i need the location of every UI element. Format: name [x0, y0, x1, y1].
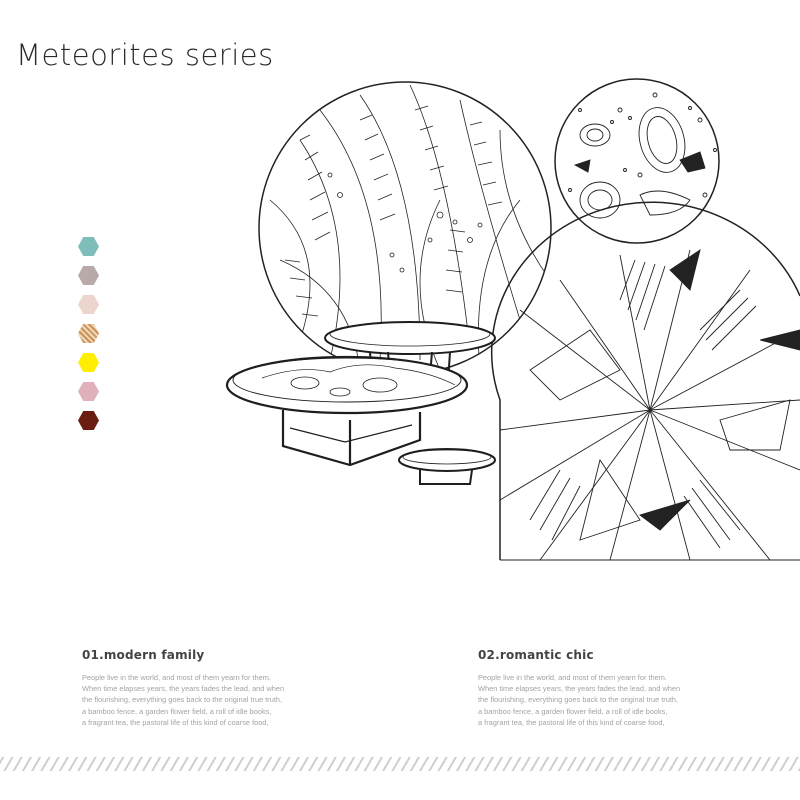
caption-heading: 01.modern family: [82, 648, 205, 662]
caption-line: a fragrant tea, the pastoral life of this kind of coarse food,: [478, 717, 665, 727]
caption-line: the flourishing, everything goes back to the original true truth,: [82, 695, 283, 705]
coffee-tables-sketch: [227, 322, 495, 484]
caption-line: the flourishing, everything goes back to the original true truth,: [478, 695, 679, 705]
cracked-pattern-panel: [492, 202, 800, 560]
caption-line: a bamboo fence, a garden flower field, a roll of idle books,: [478, 706, 668, 716]
caption-romantic-chic: [478, 648, 748, 728]
page-title: Meteorites series: [16, 38, 274, 72]
caption-line: a bamboo fence, a garden flower field, a roll of idle books,: [82, 706, 272, 716]
caption-line: People live in the world, and most of them yearn for them.: [478, 673, 667, 682]
caption-line: When time elapses years, the years fades the lead, and when: [478, 684, 681, 694]
caption-line: a fragrant tea, the pastoral life of this kind of coarse food,: [82, 717, 269, 727]
footer-diagonal-stripe: [0, 757, 800, 771]
caption-line: People live in the world, and most of them yearn for them.: [82, 673, 271, 682]
caption-line: When time elapses years, the years fades the lead, and when: [82, 684, 285, 694]
caption-modern-family: [82, 648, 352, 728]
caption-heading: 02.romantic chic: [478, 648, 594, 662]
